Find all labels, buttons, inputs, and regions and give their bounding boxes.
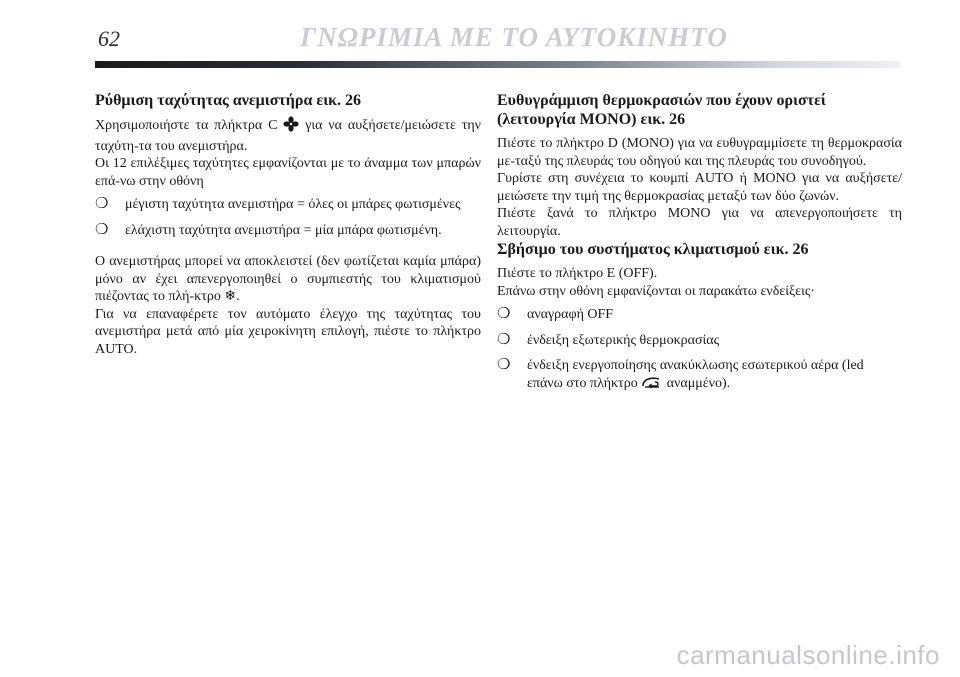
list-item-text: ελάχιστη ταχύτητα ανεμιστήρα = μία μπάρα φωτισμένη. xyxy=(125,222,442,238)
fan-disable-paragraph xyxy=(95,253,481,306)
list-item xyxy=(95,196,481,214)
fan-speed-intro-text-2: για να αυξήσετε/μειώσετε την ταχύτη-τα του ανεμιστήρα. xyxy=(95,118,481,154)
list-item xyxy=(497,357,902,395)
mono-paragraph-2: Γυρίστε στη συνέχεια το κουμπί AUTO ή MONO για να αυξήσετε/μειώσετε την τιμή της θερμοκρασίας μεταξύ των δύο ζωνών. xyxy=(497,171,902,204)
off-list xyxy=(497,306,902,395)
list-item-text-2: αναμμένο). xyxy=(666,375,731,391)
bullet-icon: ❍ xyxy=(497,357,511,373)
list-item xyxy=(497,332,902,350)
list-item-text: αναγραφή OFF xyxy=(527,307,614,322)
fan-speed-bars-text: Οι 12 επιλέξιμες ταχύτητες εμφανίζονται με το άναμμα των μπαρών επά-νω στην οθόνη xyxy=(95,156,481,189)
left-column xyxy=(95,91,481,358)
fan-icon xyxy=(283,116,299,138)
off-heading: Σβήσιμο του συστήματος κλιματισμού εικ. 26 xyxy=(497,241,809,258)
mono-paragraph-3: Πιέστε ξανά το πλήκτρο MONO για να απενεργοποιήσετε τη λειτουργία. xyxy=(497,206,902,239)
chapter-title: ΓΝΩΡΙΜΙΑ ΜΕ ΤΟ ΑΥΤΟΚΙΝΗΤΟ xyxy=(300,22,728,52)
air-recirculation-icon xyxy=(641,376,663,396)
list-item-text: ένδειξη εξωτερικής θερμοκρασίας xyxy=(527,332,720,348)
fan-speed-heading: Ρύθμιση ταχύτητας ανεμιστήρα εικ. 26 xyxy=(95,92,362,109)
fan-disable-text: Ο ανεμιστήρας μπορεί να αποκλειστεί (δεν φωτίζεται καμία μπάρα) μόνο αν έχει απενεργοποιηθεί ο συμπιεστής του κλιματισμού πιέζοντας το πλή-κτρο xyxy=(95,254,481,304)
off-paragraph-1: Πιέστε το πλήκτρο E (OFF). xyxy=(497,266,658,281)
snowflake-icon: ❄ xyxy=(224,289,237,304)
bullet-icon: ❍ xyxy=(497,331,511,348)
list-item-text: μέγιστη ταχύτητα ανεμιστήρα = όλες οι μπάρες φωτισμένες xyxy=(125,197,461,212)
watermark: carmanualsonline.info xyxy=(676,640,940,670)
bullet-icon: ❍ xyxy=(95,196,109,212)
header-rule xyxy=(95,61,900,68)
page-number: 62 xyxy=(98,26,120,51)
right-column xyxy=(497,91,902,403)
sentence-end: . xyxy=(236,289,240,304)
fan-speed-list xyxy=(95,196,481,239)
list-item xyxy=(95,222,481,240)
bullet-icon: ❍ xyxy=(95,221,109,238)
fan-auto-paragraph: Για να επαναφέρετε τον αυτόματο έλεγχο της ταχύτητας του ανεμιστήρα μετά από μία χειροκίνητη επιλογή, πιέστε το πλήκτρο AUTO. xyxy=(95,306,481,357)
list-item-text: ένδειξη ενεργοποίησης ανακύκλωσης εσωτερικού αέρα (led επάνω στο πλήκτρο xyxy=(527,358,864,391)
mono-paragraph-1: Πιέστε το πλήκτρο D (MONO) για να ευθυγραμμίσετε τη θερμοκρασία με-ταξύ της πλευράς του οδηγού και της πλευράς του συνοδηγού. xyxy=(497,136,902,169)
fan-speed-intro-text: Χρησιμοποιήστε τα πλήκτρα C xyxy=(95,118,278,133)
mono-heading: Ευθυγράμμιση θερμοκρασιών που έχουν οριστεί (λειτουργία MONO) εικ. 26 xyxy=(497,92,826,128)
bullet-icon: ❍ xyxy=(497,306,511,322)
list-item xyxy=(497,306,902,324)
fan-speed-intro xyxy=(95,116,481,155)
off-paragraph-2: Επάνω στην οθόνη εμφανίζονται οι παρακάτω ενδείξεις· xyxy=(497,283,816,299)
